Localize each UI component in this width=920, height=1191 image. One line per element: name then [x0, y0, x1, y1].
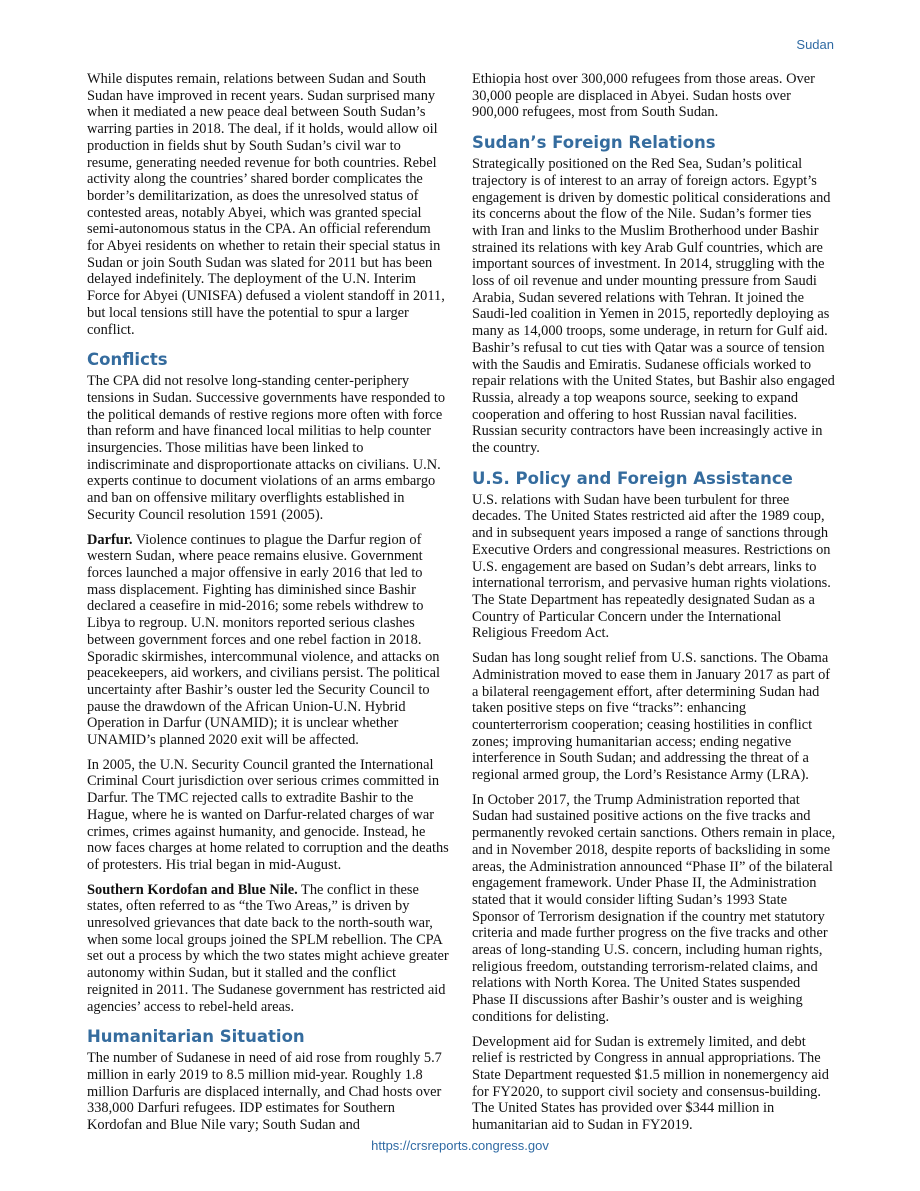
heading-conflicts: Conflicts: [87, 350, 168, 370]
heading-foreign-relations: Sudan’s Foreign Relations: [472, 133, 716, 153]
two-areas-text: The conflict in these states, often referred to as “the Two Areas,” is driven by unresolved grievances that date back to the north-south war, when some local groups joined the SPLM rebellion. The CPA set out a process by which the two states might achieve greater autonomy within Sudan, but it stalled and the conflict reignited in 2011. The Sudanese government has restricted aid agencies’ access to rebel-held areas.: [87, 881, 449, 1015]
paragraph-sudan-south-sudan-relations: While disputes remain, relations between Sudan and South Sudan have improved in recent years. Sudan surprised many when it mediated a new peace deal between South Sudan’s warring parties in 2018. The deal, if it holds, would allow oil production in fields shut by South Sudan’s civil war to resume, generating needed revenue for both countries. Rebel activity along the countries’ shared border complicates the border’s demilitarization, as does the unresolved status of contested areas, notably Abyei, which was granted special semi-autonomous status in the CPA. An official referendum for Abyei residents on whether to retain their special status in Sudan or join South Sudan was slated for 2011 but has been delayed indefinitely. The deployment of the U.N. Interim Force for Abyei (UNISFA) defused a violent standoff in 2011, but local tensions still have the potential to spur a larger conflict.: [87, 71, 445, 338]
darfur-lead: Darfur.: [87, 531, 133, 548]
paragraph-darfur: [87, 532, 449, 749]
paragraph-two-areas: [87, 882, 449, 1016]
paragraph-us-relations: U.S. relations with Sudan have been turbulent for three decades. The United States restricted aid after the 1989 coup, and in subsequent years imposed a range of sanctions through Executive Orders and congressional measures. Restrictions on U.S. engagement are based on Sudan’s debt arrears, links to international terrorism, and pervasive human rights violations. The State Department has repeatedly designated Sudan as a Country of Particular Concern under the International Religious Freedom Act.: [472, 491, 831, 642]
heading-us-policy: U.S. Policy and Foreign Assistance: [472, 468, 793, 488]
paragraph-sanctions-relief: Sudan has long sought relief from U.S. sanctions. The Obama Administration moved to ease them in January 2017 as part of a bilateral reengagement effort, after determining Sudan had taken positive steps on five “tracks”: enhancing counterterrorism cooperation; ceasing hostilities in conflict zones; improving humanitarian access; ending negative interference in South Sudan; and addressing the threat of a regional armed group, the Lord’s Resistance Army (LRA).: [472, 650, 831, 784]
right-column: [472, 71, 836, 1142]
paragraph-development-aid: Development aid for Sudan is extremely limited, and debt relief is restricted by Congress in annual appropriations. The State Department requested $1.5 million in nonemergency aid for FY2020, to support civil society and consensus-building. The United States has provided over $344 million in humanitarian aid to Sudan in FY2019.: [472, 1033, 830, 1134]
footer-url[interactable]: https://crsreports.congress.gov: [371, 1138, 549, 1153]
paragraph-phase-ii: In October 2017, the Trump Administration reported that Sudan had sustained positive actions on the five tracks and permanently revoked certain sanctions. Others remain in place, and in November 2018, despite reports of backsliding in some areas, the Administration announced “Phase II” of the bilateral engagement framework. Under Phase II, the Administration stated that it would consider lifting Sudan’s 1993 State Sponsor of Terrorism designation if the country met statutory criteria and made further progress on the five tracks and other areas of long-standing U.S. concern, including human rights, religious freedom, outstanding terrorism-related claims, and relations with North Korea. The United States suspended Phase II discussions after Bashir’s ouster and is weighing conditions for delisting.: [472, 791, 836, 1025]
paragraph-humanitarian: The number of Sudanese in need of aid rose from roughly 5.7 million in early 2019 to 8.5 million mid-year. Roughly 1.8 million Darfuris are displaced internally, and Chad hosts over 338,000 Darfuri refugees. IDP estimates for Southern Kordofan and Blue Nile vary; South Sudan and: [87, 1050, 442, 1134]
paragraph-foreign-relations: Strategically positioned on the Red Sea, Sudan’s political trajectory is of interest to an array of foreign actors. Egypt’s engagement is driven by domestic political considerations and its concerns about the flow of the Nile. Sudan’s former ties with Iran and links to the Muslim Brotherhood under Bashir strained its relations with key Arab Gulf countries, which are important sources of investment. In 2014, struggling with the loss of oil revenue and under mounting pressure from Saudi Arabia, Sudan severed relations with Tehran. It joined the Saudi-led coalition in Yemen in 2015, reportedly deploying as many as 14,000 troops, some underage, in return for Gulf aid. Bashir’s refusal to cut ties with Qatar was a source of tension with the Saudis and Emiratis. Sudanese officials worked to repair relations with the United States, but Bashir also engaged Russia, already a top weapons source, seeking to expand cooperation and offering to host Russian naval facilities. Russian security contractors have been increasingly active in the country.: [472, 156, 835, 457]
darfur-text: Violence continues to plague the Darfur region of western Sudan, where peace remains elusive. Government forces launched a major offensive in early 2016 that led to mass displacement. Fighting has diminished since Bashir declared a ceasefire in mid-2016; some rebels withdrew to Libya to regroup. U.N. monitors reported serious clashes between government forces and one rebel faction in 2018. Sporadic skirmishes, intercommunal violence, and attacks on peacekeepers, aid workers, and civilians persist. The political uncertainty after Bashir’s ouster led the Security Council to pause the drawdown of the African Union-U.N. Hybrid Operation in Darfur (UNAMID); it is unclear whether UNAMID’s planned 2020 exit will be affected.: [87, 531, 440, 749]
paragraph-refugees: Ethiopia host over 300,000 refugees from those areas. Over 30,000 people are displaced in Abyei. Sudan hosts over 900,000 refugees, most from South Sudan.: [472, 71, 815, 121]
running-head: Sudan: [796, 37, 834, 52]
paragraph-conflicts: The CPA did not resolve long-standing center-periphery tensions in Sudan. Successive governments have responded to the political demands of restive regions more often with force than reform and have financed local militias to help counter insurgencies. Those militias have been linked to indiscriminate and disproportionate attacks on civilians. U.N. experts continue to document violations of an arms embargo and ban on offensive military overflights established in Security Council resolution 1591 (2005).: [87, 373, 446, 523]
left-column: [87, 71, 449, 1142]
two-areas-lead: Southern Kordofan and Blue Nile.: [87, 881, 298, 898]
paragraph-icc: In 2005, the U.N. Security Council granted the International Criminal Court jurisdiction over serious crimes committed in Darfur. The TMC rejected calls to extradite Bashir to the Hague, where he is wanted on Darfur-related charges of war crimes, crimes against humanity, and genocide. Instead, he now faces charges at home related to corruption and the deaths of protesters. His trial began in mid-August.: [87, 756, 449, 873]
heading-humanitarian: Humanitarian Situation: [87, 1027, 305, 1047]
